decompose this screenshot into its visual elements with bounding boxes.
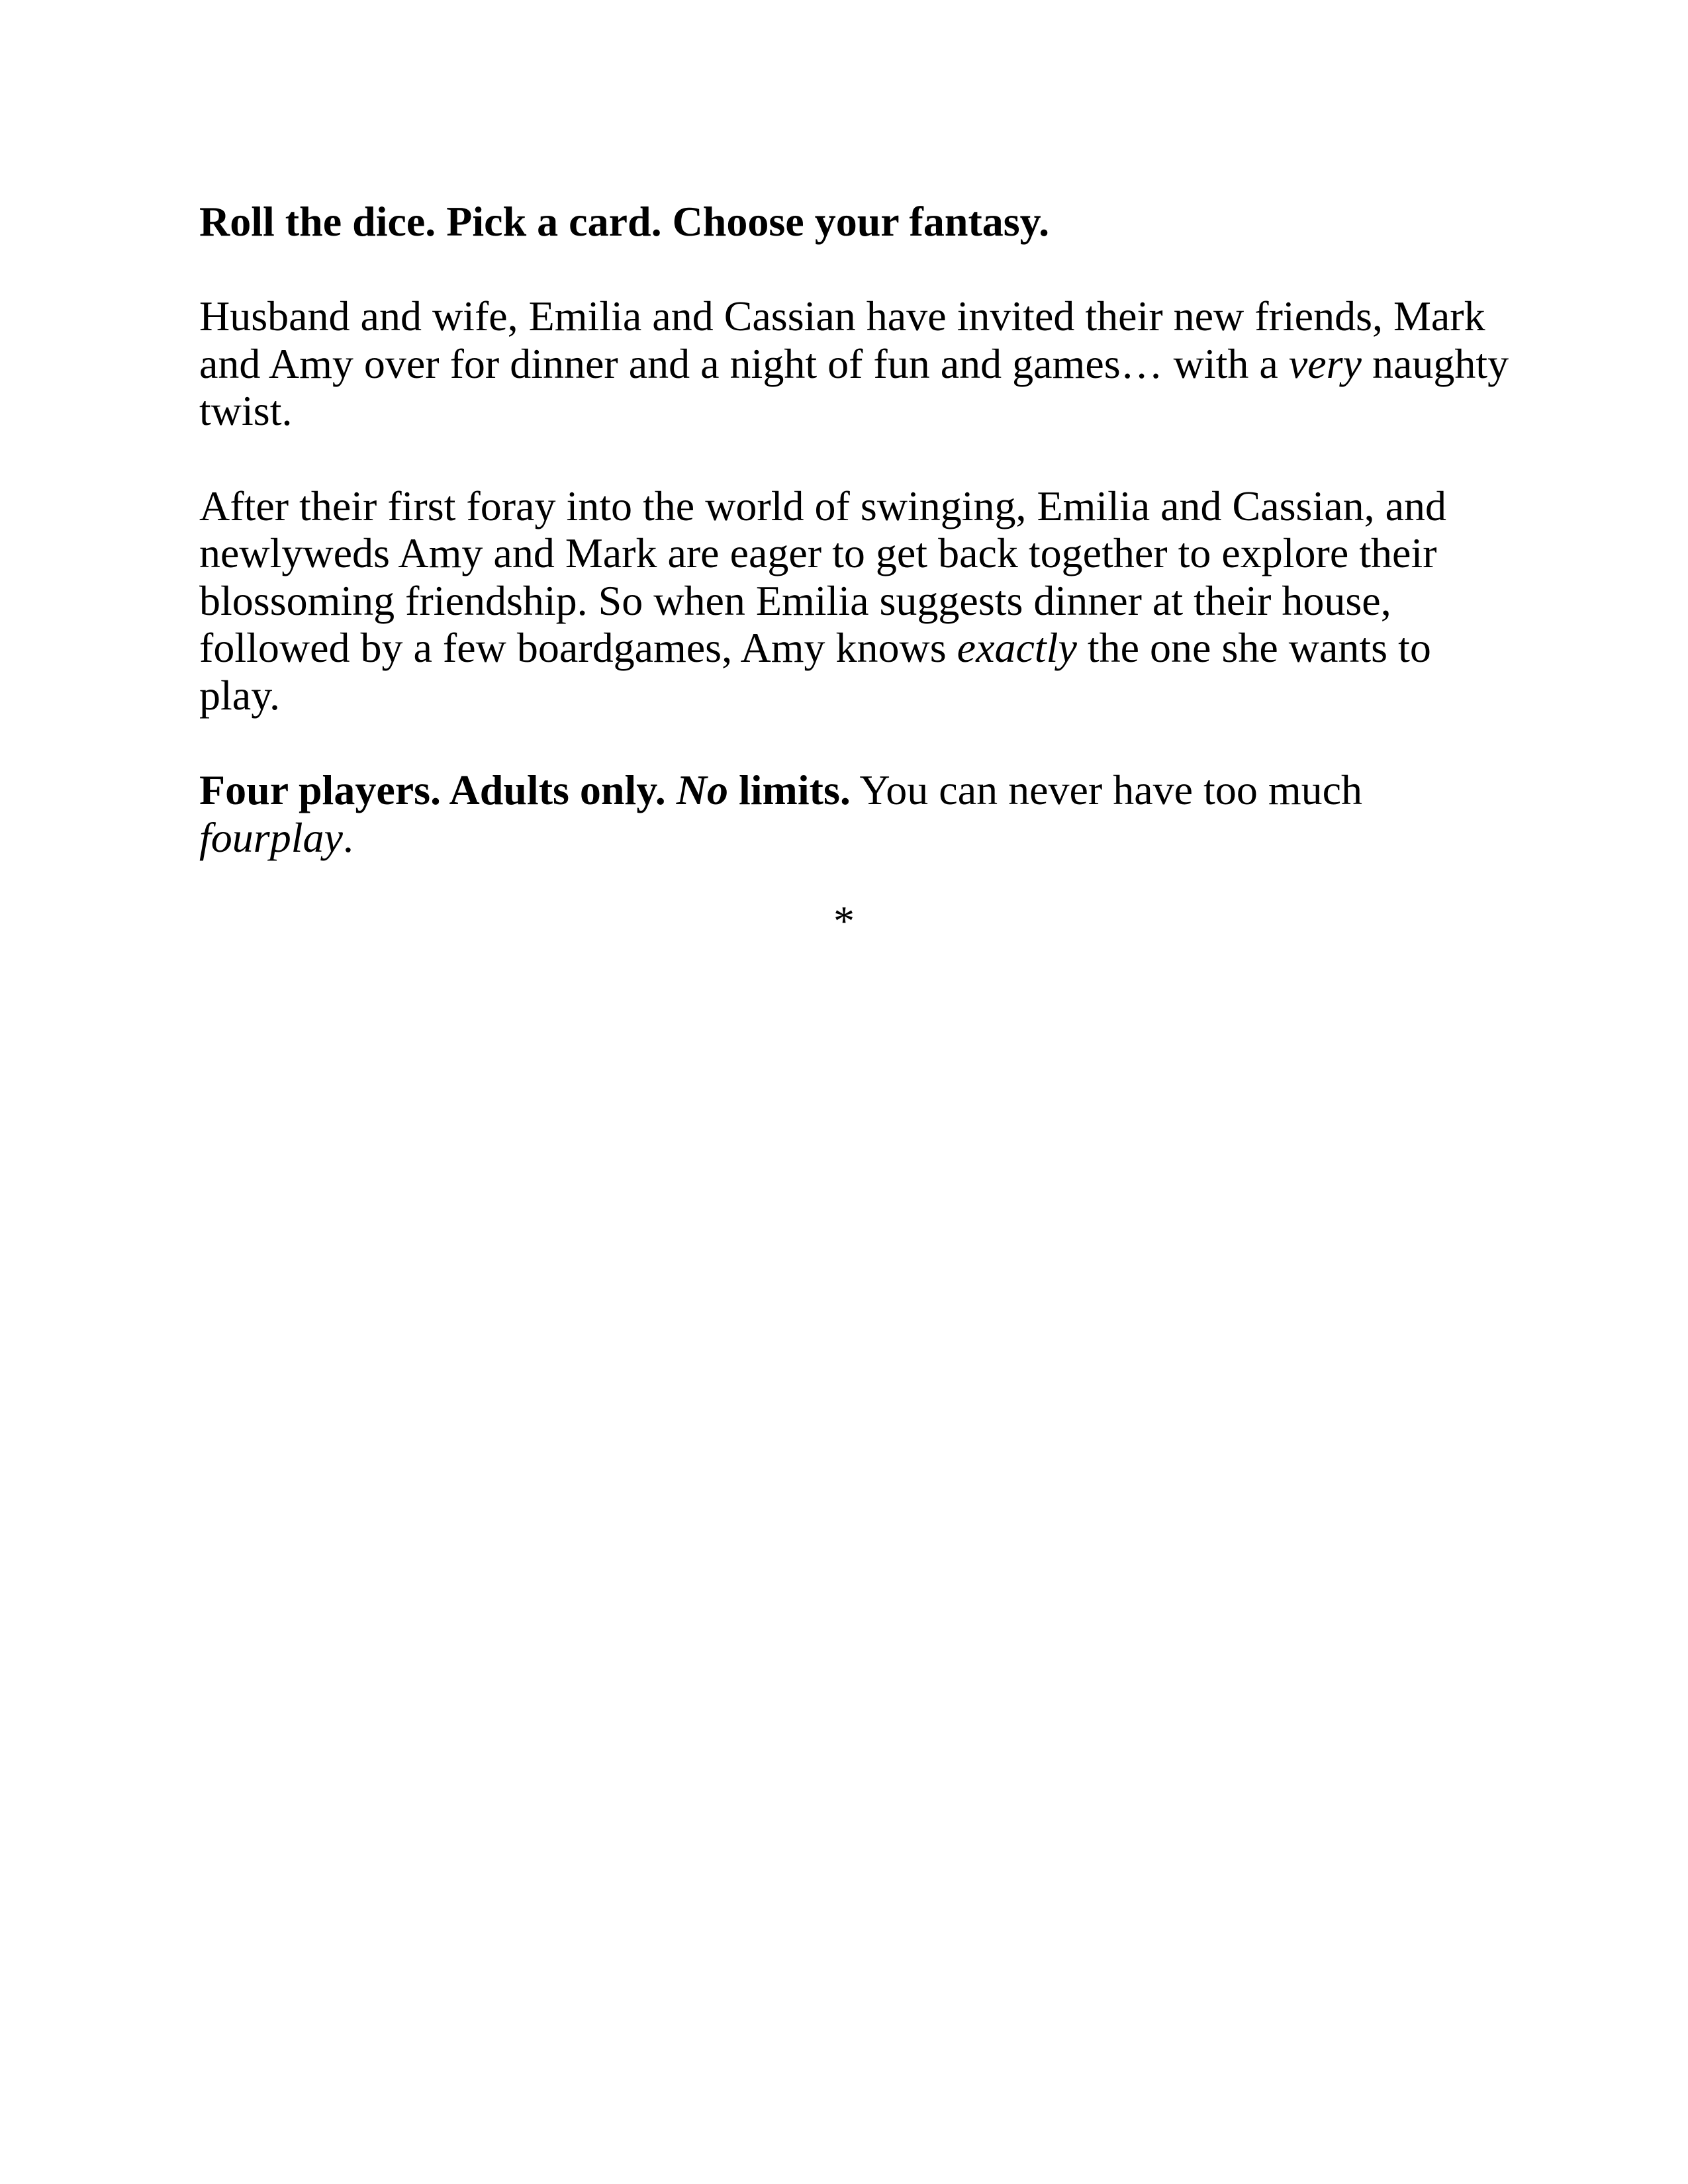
paragraph-story [199, 482, 1523, 719]
blurb-text [199, 198, 1523, 861]
paragraph-line: After their first foray into the world of swinging, Emilia and Cassian, and [199, 482, 1447, 529]
paragraph-gap [199, 435, 1523, 482]
tagline [199, 198, 1523, 246]
bold-italic-no: No [676, 766, 728, 814]
text-run: You can never have too much [850, 766, 1362, 814]
paragraph-line [199, 624, 1523, 672]
emphasis-fourplay: fourplay [199, 813, 343, 861]
paragraph-line: twist. [199, 387, 293, 435]
paragraph-line [199, 766, 1523, 814]
paragraph-line: blossoming friendship. So when Emilia suggests dinner at their house, [199, 576, 1391, 624]
text-run: naughty [1361, 340, 1509, 387]
paragraph-closing [199, 766, 1523, 861]
emphasis-exactly: exactly [957, 624, 1077, 672]
emphasis-very: very [1288, 340, 1362, 387]
bold-run: limits. [727, 766, 851, 814]
bold-run: Four players. Adults only. [199, 766, 677, 814]
text-run: and Amy over for dinner and a night of fun and games… with a [199, 340, 1289, 387]
paragraph-gap [199, 246, 1523, 293]
paragraph-gap [199, 719, 1523, 767]
paragraph-line: Husband and wife, Emilia and Cassian have invited their new friends, Mark [199, 293, 1485, 340]
paragraph-line: play. [199, 671, 281, 719]
text-run: . [342, 813, 353, 861]
paragraph-line [199, 814, 1523, 862]
paragraph-line [199, 340, 1523, 388]
paragraph-line: newlyweds Amy and Mark are eager to get back together to explore their [199, 529, 1437, 577]
text-run: the one she wants to [1076, 624, 1431, 672]
paragraph-intro [199, 293, 1523, 435]
text-run: followed by a few boardgames, Amy knows [199, 624, 957, 672]
tagline-text: Roll the dice. Pick a card. Choose your fantasy. [199, 198, 1050, 245]
section-separator-asterisk: * [833, 897, 855, 944]
